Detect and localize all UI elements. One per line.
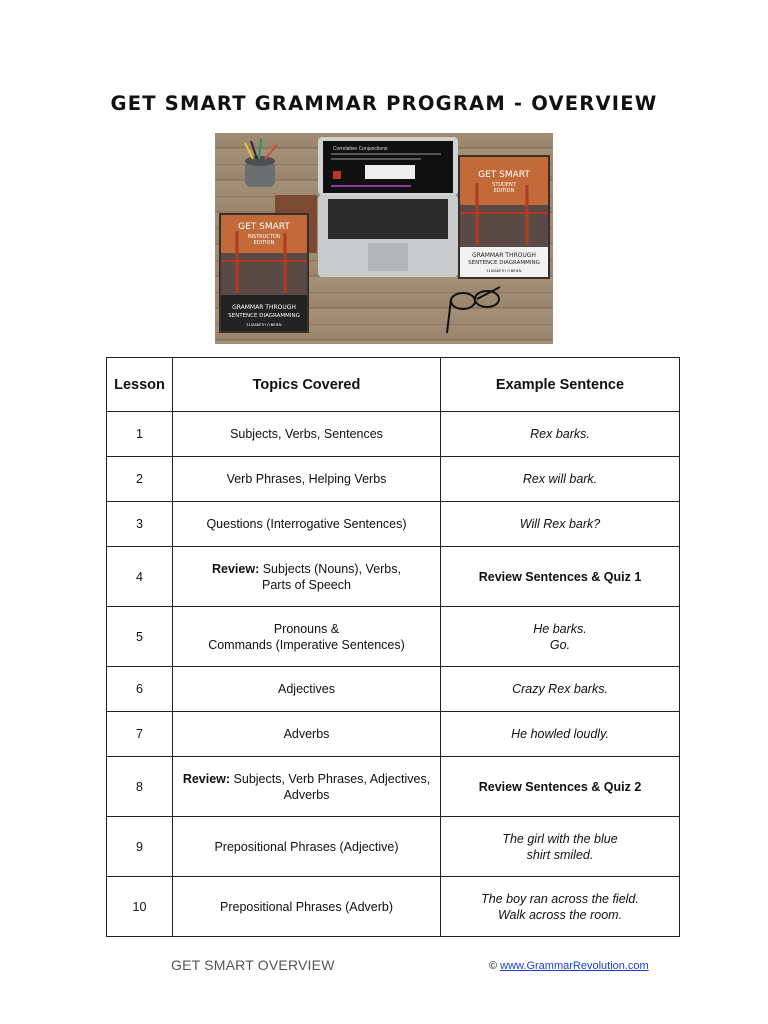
- lesson-number: 7: [107, 712, 173, 757]
- example-sentence: Crazy Rex barks.: [441, 667, 680, 712]
- topics-text: Adjectives: [278, 682, 335, 696]
- copyright-symbol: ©: [489, 960, 498, 972]
- header-topics: Topics Covered: [173, 358, 441, 412]
- laptop: [318, 137, 458, 277]
- lesson-number: 1: [107, 412, 173, 457]
- svg-text:SENTENCE DIAGRAMMING: SENTENCE DIAGRAMMING: [468, 260, 540, 266]
- lesson-number: 2: [107, 457, 173, 502]
- lesson-number: 5: [107, 607, 173, 667]
- svg-text:GRAMMAR THROUGH: GRAMMAR THROUGH: [232, 304, 296, 311]
- svg-text:EDITION: EDITION: [493, 188, 515, 194]
- table-row: [107, 817, 680, 877]
- lesson-topics: [173, 667, 441, 712]
- website-link[interactable]: www.GrammarRevolution.com: [500, 960, 649, 972]
- lesson-topics: [173, 547, 441, 607]
- example-sentence: Rex barks.: [441, 412, 680, 457]
- example-sentence: The girl with the blue shirt smiled.: [441, 817, 680, 877]
- lesson-number: 8: [107, 757, 173, 817]
- topics-text: Pronouns & Commands (Imperative Sentences): [208, 621, 405, 652]
- lesson-topics: [173, 817, 441, 877]
- lesson-topics: [173, 757, 441, 817]
- student-book-title: GET SMART: [478, 170, 530, 180]
- table-row: [107, 412, 680, 457]
- svg-text:ELIZABETH O'BRIEN: ELIZABETH O'BRIEN: [246, 323, 282, 327]
- topics-text: Subjects (Nouns), Verbs, Parts of Speech: [262, 561, 401, 592]
- hero-image: [215, 133, 553, 344]
- instructor-book-title: GET SMART: [238, 222, 290, 232]
- footer-copyright: [489, 960, 649, 972]
- example-sentence: Rex will bark.: [441, 457, 680, 502]
- topics-text: Subjects, Verbs, Sentences: [230, 427, 383, 441]
- example-sentence: Review Sentences & Quiz 2: [441, 757, 680, 817]
- table-row: [107, 457, 680, 502]
- topics-text: Prepositional Phrases (Adjective): [214, 839, 399, 854]
- glasses-icon: [447, 287, 500, 333]
- table-header-row: [107, 358, 680, 412]
- svg-text:INSTRUCTOR: INSTRUCTOR: [247, 234, 281, 240]
- svg-text:GRAMMAR THROUGH: GRAMMAR THROUGH: [472, 252, 536, 259]
- table-row: [107, 607, 680, 667]
- table-row: [107, 712, 680, 757]
- topics-text: Verb Phrases, Helping Verbs: [226, 472, 387, 486]
- topics-text: Subjects, Verb Phrases, Adjectives, Adverbs: [233, 771, 431, 802]
- review-label: Review:: [182, 771, 231, 786]
- topics-text: Questions (Interrogative Sentences): [206, 517, 407, 531]
- review-label: Review:: [212, 561, 260, 576]
- topics-text: Prepositional Phrases (Adverb): [220, 899, 393, 914]
- lesson-topics: [173, 457, 441, 502]
- page-title: GET SMART GRAMMAR PROGRAM - OVERVIEW: [110, 92, 658, 115]
- instructor-book: [219, 213, 309, 333]
- lesson-number: 4: [107, 547, 173, 607]
- lesson-topics: [173, 607, 441, 667]
- example-sentence: Review Sentences & Quiz 1: [441, 547, 680, 607]
- header-example: Example Sentence: [441, 358, 680, 412]
- table-row: [107, 667, 680, 712]
- lesson-topics: [173, 877, 441, 937]
- svg-text:EDITION: EDITION: [253, 240, 275, 246]
- example-sentence: He barks. Go.: [441, 607, 680, 667]
- svg-text:ELIZABETH O'BRIEN: ELIZABETH O'BRIEN: [486, 269, 522, 273]
- example-sentence: The boy ran across the field. Walk across the room.: [441, 877, 680, 937]
- table-row: [107, 757, 680, 817]
- svg-text:STUDENT: STUDENT: [492, 182, 516, 188]
- table-row: [107, 502, 680, 547]
- header-lesson: Lesson: [107, 358, 173, 412]
- footer-title: GET SMART OVERVIEW: [171, 957, 335, 973]
- lesson-number: 9: [107, 817, 173, 877]
- example-sentence: Will Rex bark?: [441, 502, 680, 547]
- lesson-number: 3: [107, 502, 173, 547]
- student-book: [458, 155, 550, 279]
- table-row: [107, 877, 680, 937]
- topics-text: Adverbs: [283, 727, 330, 741]
- lessons-table: [106, 357, 680, 937]
- laptop-screen-heading: Correlative Conjunctions: [333, 146, 388, 152]
- table-row: [107, 547, 680, 607]
- lesson-topics: [173, 502, 441, 547]
- pen-cup-icon: [245, 139, 277, 187]
- lesson-topics: [173, 712, 441, 757]
- example-sentence: He howled loudly.: [441, 712, 680, 757]
- lesson-topics: [173, 412, 441, 457]
- lesson-number: 10: [107, 877, 173, 937]
- svg-text:SENTENCE DIAGRAMMING: SENTENCE DIAGRAMMING: [228, 313, 300, 319]
- lesson-number: 6: [107, 667, 173, 712]
